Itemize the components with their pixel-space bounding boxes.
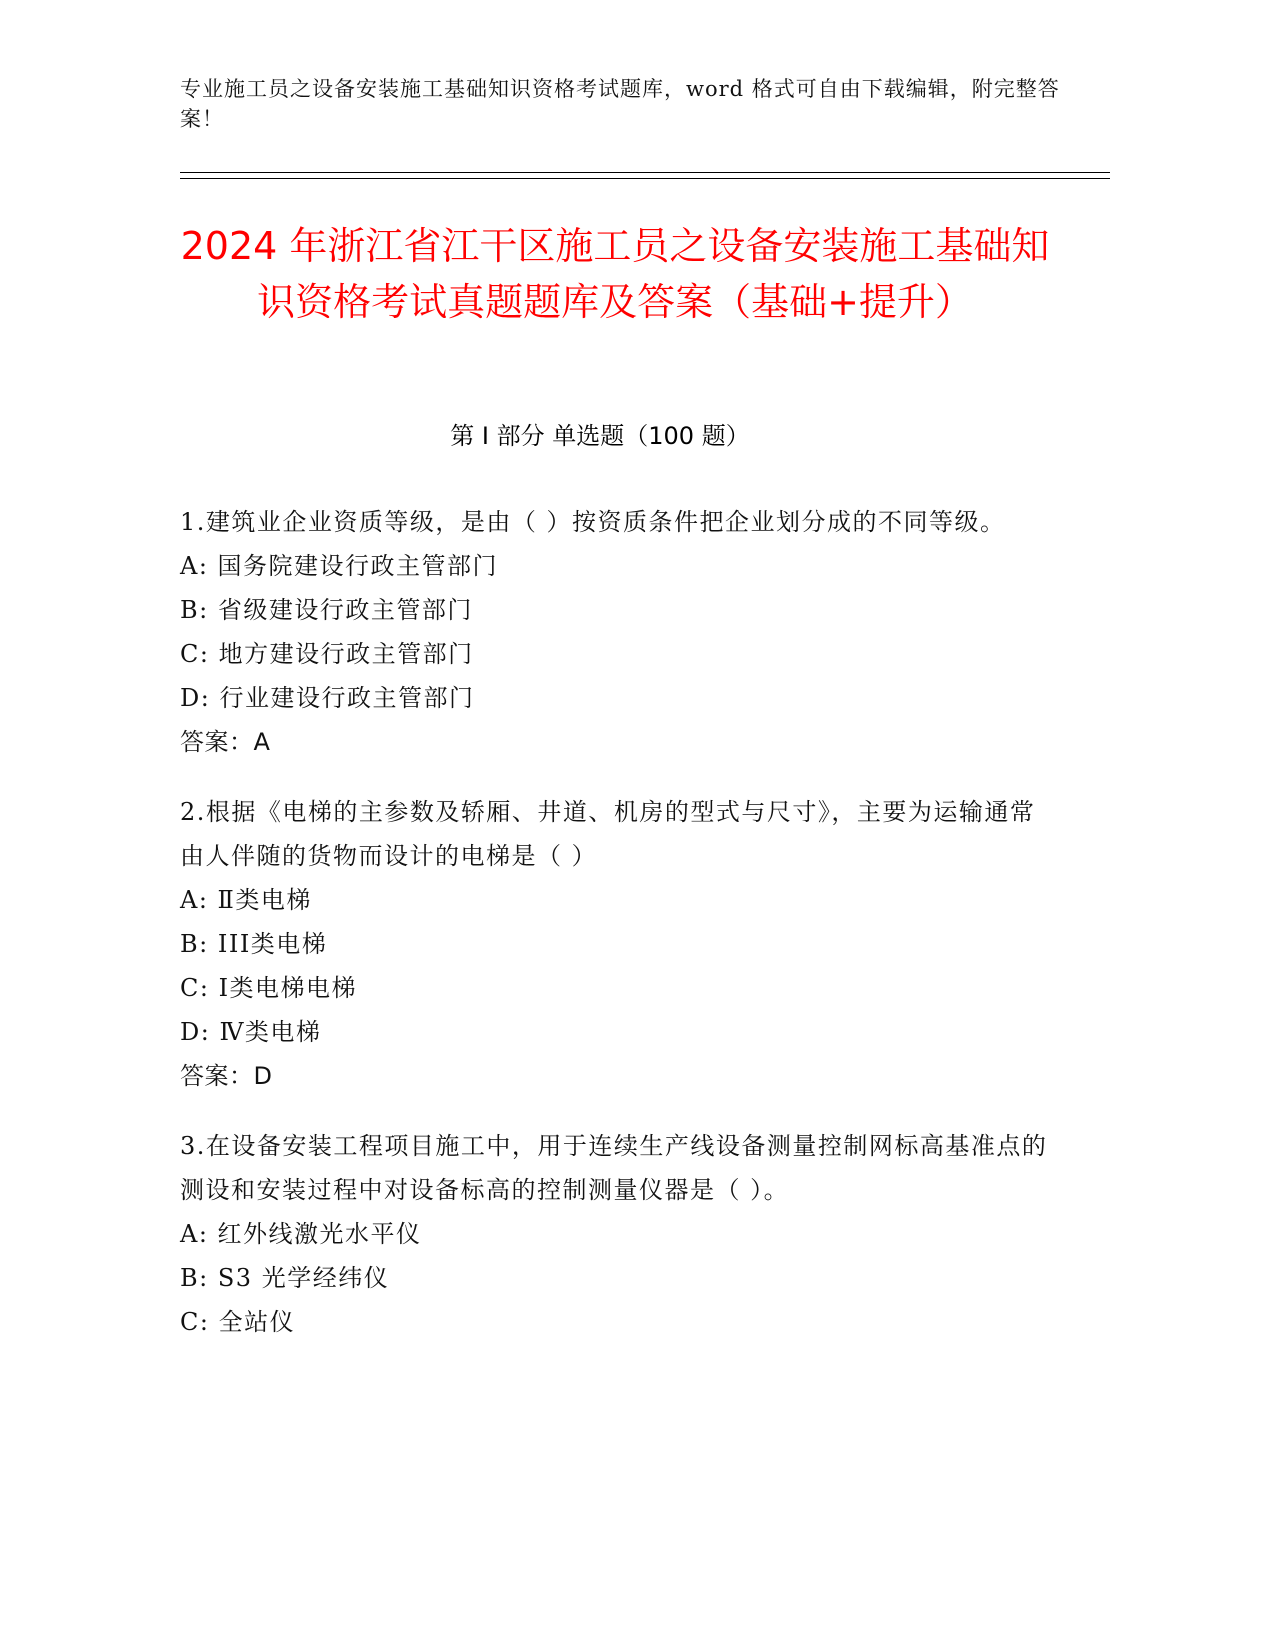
section-title: 第 I 部分 单选题（100 题）	[450, 422, 750, 450]
answer: 答案：A	[180, 728, 271, 756]
option-d: D: 行业建设行政主管部门	[180, 684, 475, 712]
header-divider-top	[180, 172, 1110, 173]
question-list	[180, 500, 1060, 1370]
option-a: A: Ⅱ类电梯	[180, 886, 312, 914]
document-title: 2024 年浙江省江干区施工员之设备安装施工基础知识资格考试真题题库及答案（基础+提升）	[180, 224, 1050, 324]
option-c: C: Ⅰ类电梯电梯	[180, 974, 358, 1002]
option-a: A: 国务院建设行政主管部门	[180, 552, 499, 580]
header-divider-bottom	[180, 178, 1110, 179]
option-a: A: 红外线激光水平仪	[180, 1220, 422, 1248]
question-stem: 3.在设备安装工程项目施工中，用于连续生产线设备测量控制网标高基准点的测设和安装过程中对设备标高的控制测量仪器是（ ）。	[180, 1132, 1048, 1204]
option-b: B: 省级建设行政主管部门	[180, 596, 473, 624]
question-stem: 2.根据《电梯的主参数及轿厢、井道、机房的型式与尺寸》，主要为运输通常由人伴随的货物而设计的电梯是（ ）	[180, 798, 1036, 870]
question-3	[180, 1124, 1060, 1344]
answer: 答案：D	[180, 1062, 273, 1090]
option-d: D: Ⅳ类电梯	[180, 1018, 322, 1046]
option-c: C: 全站仪	[180, 1308, 296, 1336]
option-b: B: S3 光学经纬仪	[180, 1264, 390, 1292]
question-2	[180, 790, 1060, 1098]
option-b: B: III类电梯	[180, 930, 328, 958]
header-note: 专业施工员之设备安装施工基础知识资格考试题库，word 格式可自由下载编辑，附完整答案！	[180, 77, 1060, 131]
question-1	[180, 500, 1060, 764]
option-c: C: 地方建设行政主管部门	[180, 640, 474, 668]
question-stem: 1.建筑业企业资质等级，是由（ ）按资质条件把企业划分成的不同等级。	[180, 508, 1006, 536]
